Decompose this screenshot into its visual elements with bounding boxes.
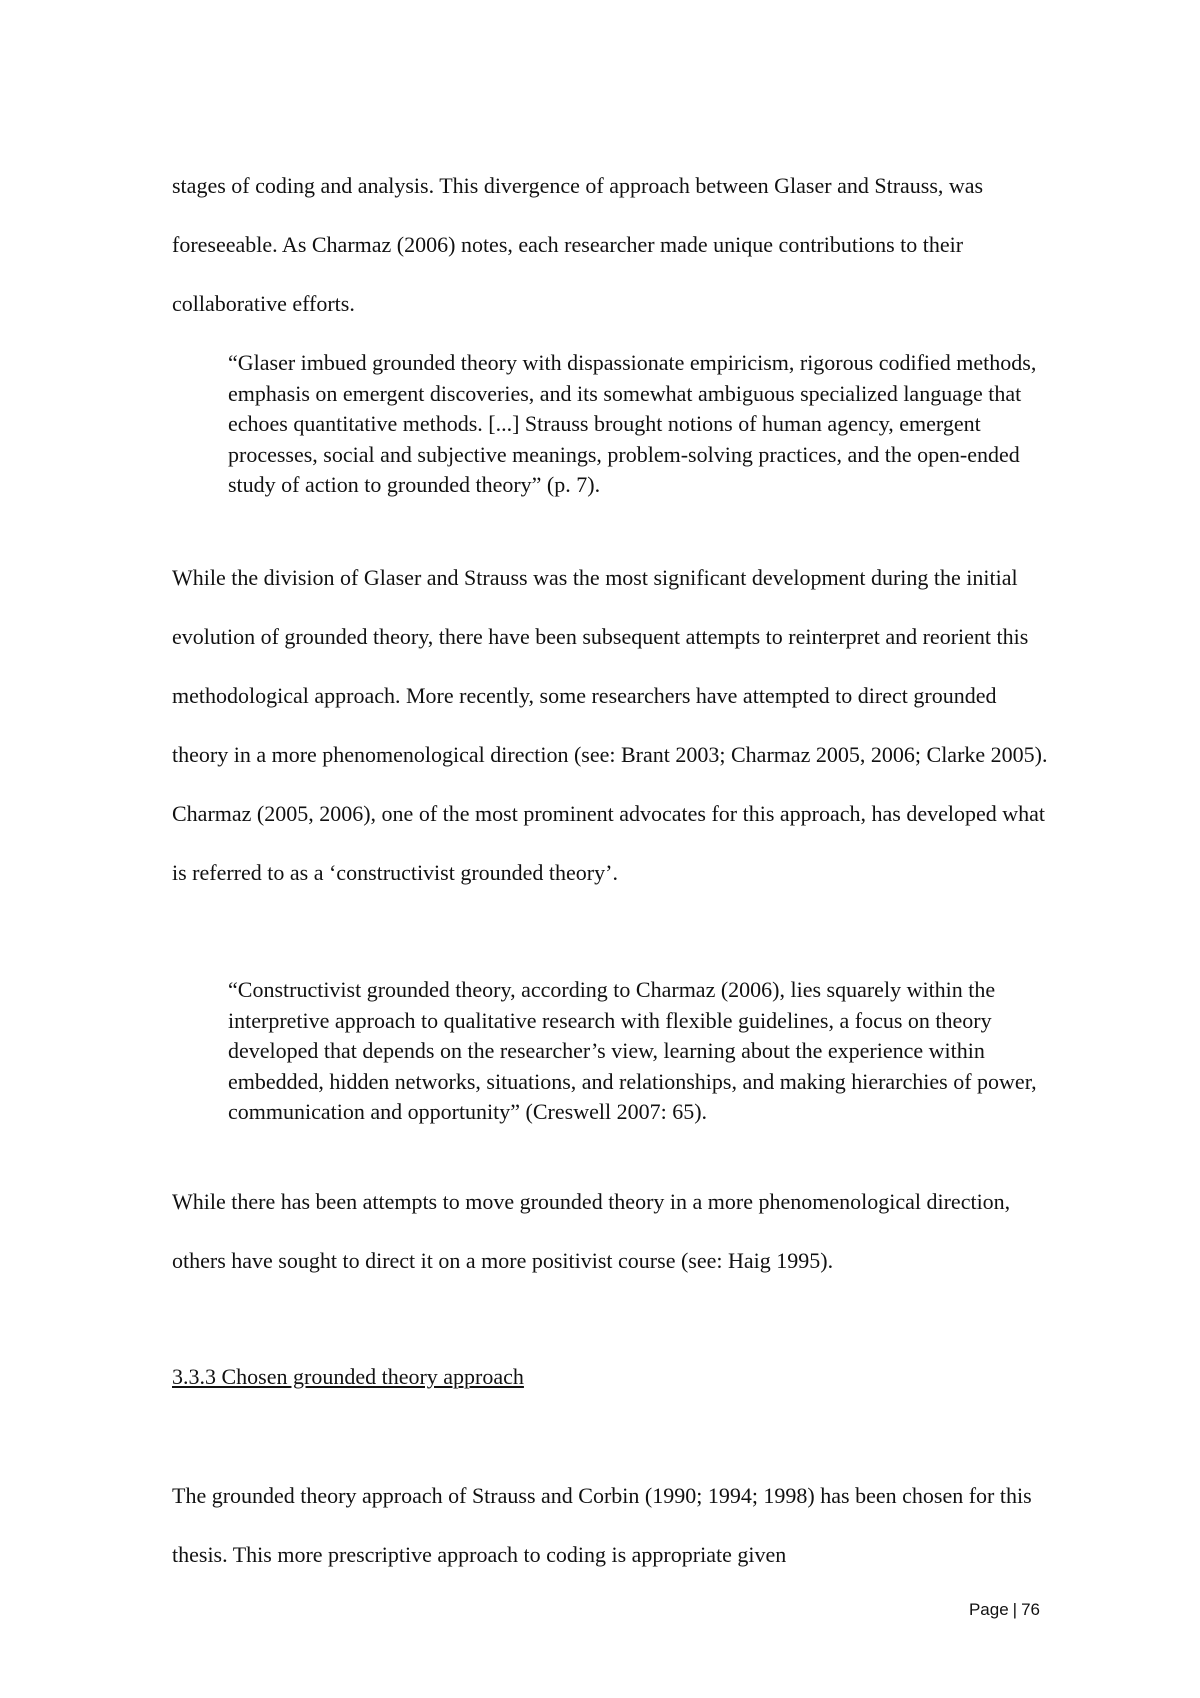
body-paragraph-1: stages of coding and analysis. This divergence of approach between Glaser and Strauss, was foreseeable. As Charmaz (2006) notes, each researcher made unique contributions to their collaborative efforts. (172, 173, 984, 316)
page-label: Page (968, 1600, 1009, 1619)
page-footer (969, 1598, 1040, 1622)
page-separator: | (1012, 1600, 1018, 1619)
page-number: 76 (1021, 1600, 1040, 1619)
body-paragraph-2: While the division of Glaser and Strauss was the most significant development during the initial evolution of grounded theory, there have been subsequent attempts to reinterpret and reorient this methodological approach. More recently, some researchers have attempted to direct grounded theory in a more phenomenological direction (see: Brant 2003; Charmaz 2005, 2006; Clarke 2005). Charmaz (2005, 2006), one of the most prominent advocates for this approach, has developed what is referred to as a ‘constructivist grounded theory’. (172, 565, 1048, 885)
body-paragraph-4: The grounded theory approach of Strauss and Corbin (1990; 1994; 1998) has been chosen for this thesis. This more prescriptive approach to coding is appropriate given (172, 1483, 1032, 1567)
block-quote-constructivist: “Constructivist grounded theory, according to Charmaz (2006), lies squarely within the interpretive approach to qualitative research with flexible guidelines, a focus on theory developed that depends on the researcher’s view, learning about the experience within embedded, hidden networks, situations, and relationships, and making hierarchies of power, communication and opportunity” (Creswell 2007: 65). (228, 977, 1037, 1124)
section-heading: 3.3.3 Chosen grounded theory approach (172, 1364, 524, 1389)
body-paragraph-3: While there has been attempts to move grounded theory in a more phenomenological direction, others have sought to direct it on a more positivist course (see: Haig 1995). (172, 1189, 1011, 1273)
block-quote-glaser-strauss: “Glaser imbued grounded theory with dispassionate empiricism, rigorous codified methods, emphasis on emergent discoveries, and its somewhat ambiguous specialized language that echoes quantitative methods. [...] Strauss brought notions of human agency, emergent processes, social and subjective meanings, problem-solving practices, and the open-ended study of action to grounded theory” (p. 7). (228, 350, 1037, 497)
